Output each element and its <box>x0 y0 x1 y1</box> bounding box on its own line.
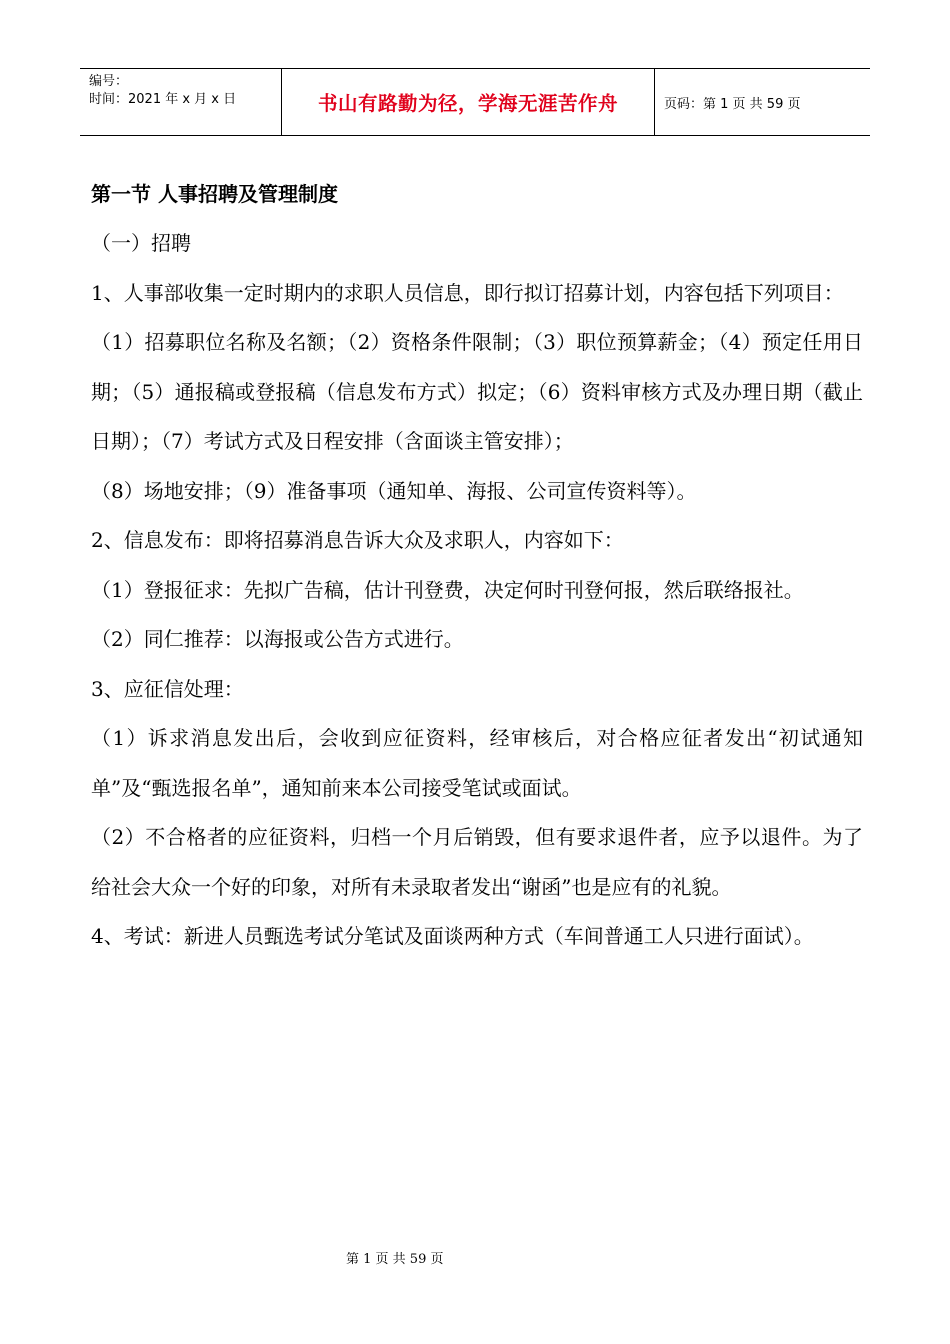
page-info: 页码：第 1 页 共 59 页 <box>664 96 801 112</box>
paragraph: （1）登报征求：先拟广告稿，估计刊登费，决定何时刊登何报，然后联络报社。 <box>91 577 804 602</box>
motto-text: 书山有路勤为径，学海无涯苦作舟 <box>317 92 618 115</box>
paragraph: 2、信息发布：即将招募消息告诉大众及求职人，内容如下： <box>91 528 624 552</box>
header-motto-cell <box>282 69 655 135</box>
paragraph: （2）同仁推荐：以海报或公告方式进行。 <box>91 627 464 651</box>
page-footer: 第 1 页 共 59 页 <box>346 1252 444 1267</box>
paragraph: 1、人事部收集一定时期内的求职人员信息，即行拟订招募计划，内容包括下列项目： <box>91 280 844 305</box>
serial-number-label: 编号： <box>89 74 129 89</box>
header-meta-cell <box>80 69 282 135</box>
section-title: 第一节 人事招聘及管理制度 <box>91 182 338 206</box>
header-page-cell <box>655 69 870 135</box>
paragraph: （1）招募职位名称及名额；（2）资格条件限制；（3）职位预算薪金；（4）预定任用日期；（5）通报稿或登报稿（信息发布方式）拟定；（6）资料审核方式及办理日期（截止日期）；（7）考试方式及日程安排（含面谈主管安排）； <box>91 330 863 453</box>
paragraph: （一）招聘 <box>91 231 191 255</box>
document-body <box>91 176 863 962</box>
page-header <box>80 68 870 136</box>
date-label: 时间：2021 年 x 月 x 日 <box>89 92 237 107</box>
paragraph: （2）不合格者的应征资料，归档一个月后销毁，但有要求退件者，应予以退件。为了给社会大众一个好的印象，对所有未录取者发出“谢函”也是应有的礼貌。 <box>91 825 863 899</box>
paragraph: 3、应征信处理： <box>91 676 244 701</box>
paragraph: 4、考试：新进人员甄选考试分笔试及面谈两种方式（车间普通工人只进行面试）。 <box>91 924 814 948</box>
paragraph: （8）场地安排；（9）准备事项（通知单、海报、公司宣传资料等）。 <box>91 478 697 503</box>
paragraph: （1）诉求消息发出后，会收到应征资料，经审核后，对合格应征者发出“初试通知单”及“甄选报名单”，通知前来本公司接受笔试或面试。 <box>91 726 863 800</box>
